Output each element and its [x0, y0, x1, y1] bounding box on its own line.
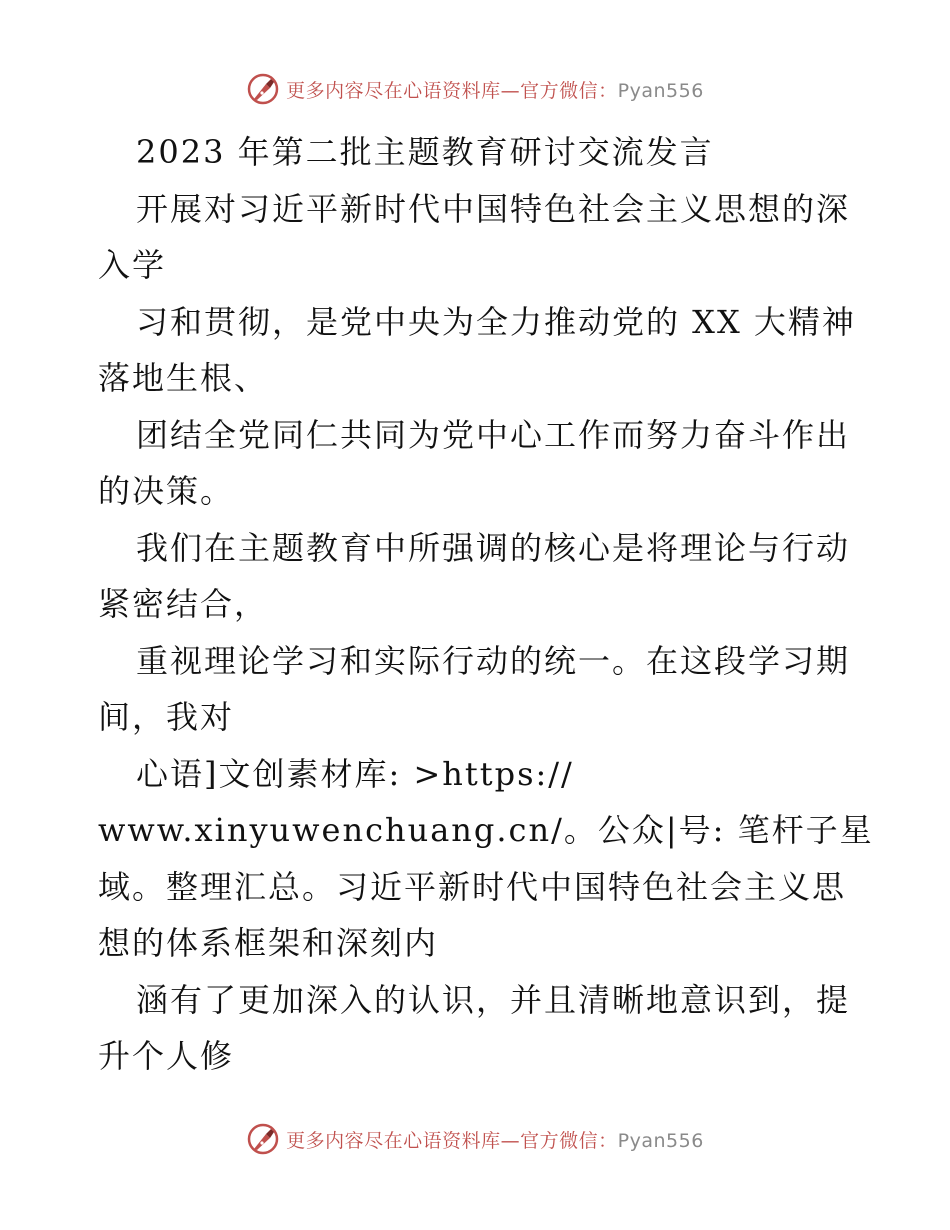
header-banner: [0, 72, 950, 106]
paragraph-line: 我们在主题教育中所强调的核心是将理论与行动: [136, 528, 851, 567]
paragraph-line: 团结全党同仁共同为党中心工作而努力奋斗作出: [136, 415, 851, 454]
paragraph-line: 重视理论学习和实际行动的统一。在这段学习期: [136, 641, 851, 680]
paragraph-line: 想的体系框架和深刻内: [98, 924, 439, 962]
pen-nib-logo-icon: [246, 1122, 280, 1156]
paragraph-line: 域。整理汇总。习近平新时代中国特色社会主义思: [98, 867, 847, 906]
document-body: [98, 124, 874, 1085]
paragraph-line: 涵有了更加深入的认识，并且清晰地意识到，提: [136, 980, 851, 1019]
paragraph-line: 开展对习近平新时代中国特色社会主义思想的深: [136, 189, 851, 228]
banner-text: 更多内容尽在心语资料库—官方微信：Pyan556: [286, 1129, 704, 1152]
paragraph-line: 间，我对: [98, 698, 235, 736]
banner-text: 更多内容尽在心语资料库—官方微信：Pyan556: [286, 79, 704, 102]
document-title: 2023 年第二批主题教育研讨交流发言: [136, 133, 714, 171]
paragraph-line: www.xinyuwenchuang.cn/。公众|号: 笔杆子星: [98, 811, 874, 849]
paragraph-line: 习和贯彻，是党中央为全力推动党的 XX 大精神: [136, 302, 856, 341]
paragraph-line: 入学: [98, 246, 167, 284]
pen-nib-logo-icon: [246, 72, 280, 106]
paragraph-line: 落地生根、: [98, 359, 269, 397]
footer-banner: [0, 1122, 950, 1156]
paragraph-line: 的决策。: [98, 472, 235, 510]
paragraph-line: 紧密结合，: [98, 585, 269, 623]
paragraph-line: 心语]文创素材库: >https://: [136, 754, 574, 793]
paragraph-line: 升个人修: [98, 1037, 235, 1075]
